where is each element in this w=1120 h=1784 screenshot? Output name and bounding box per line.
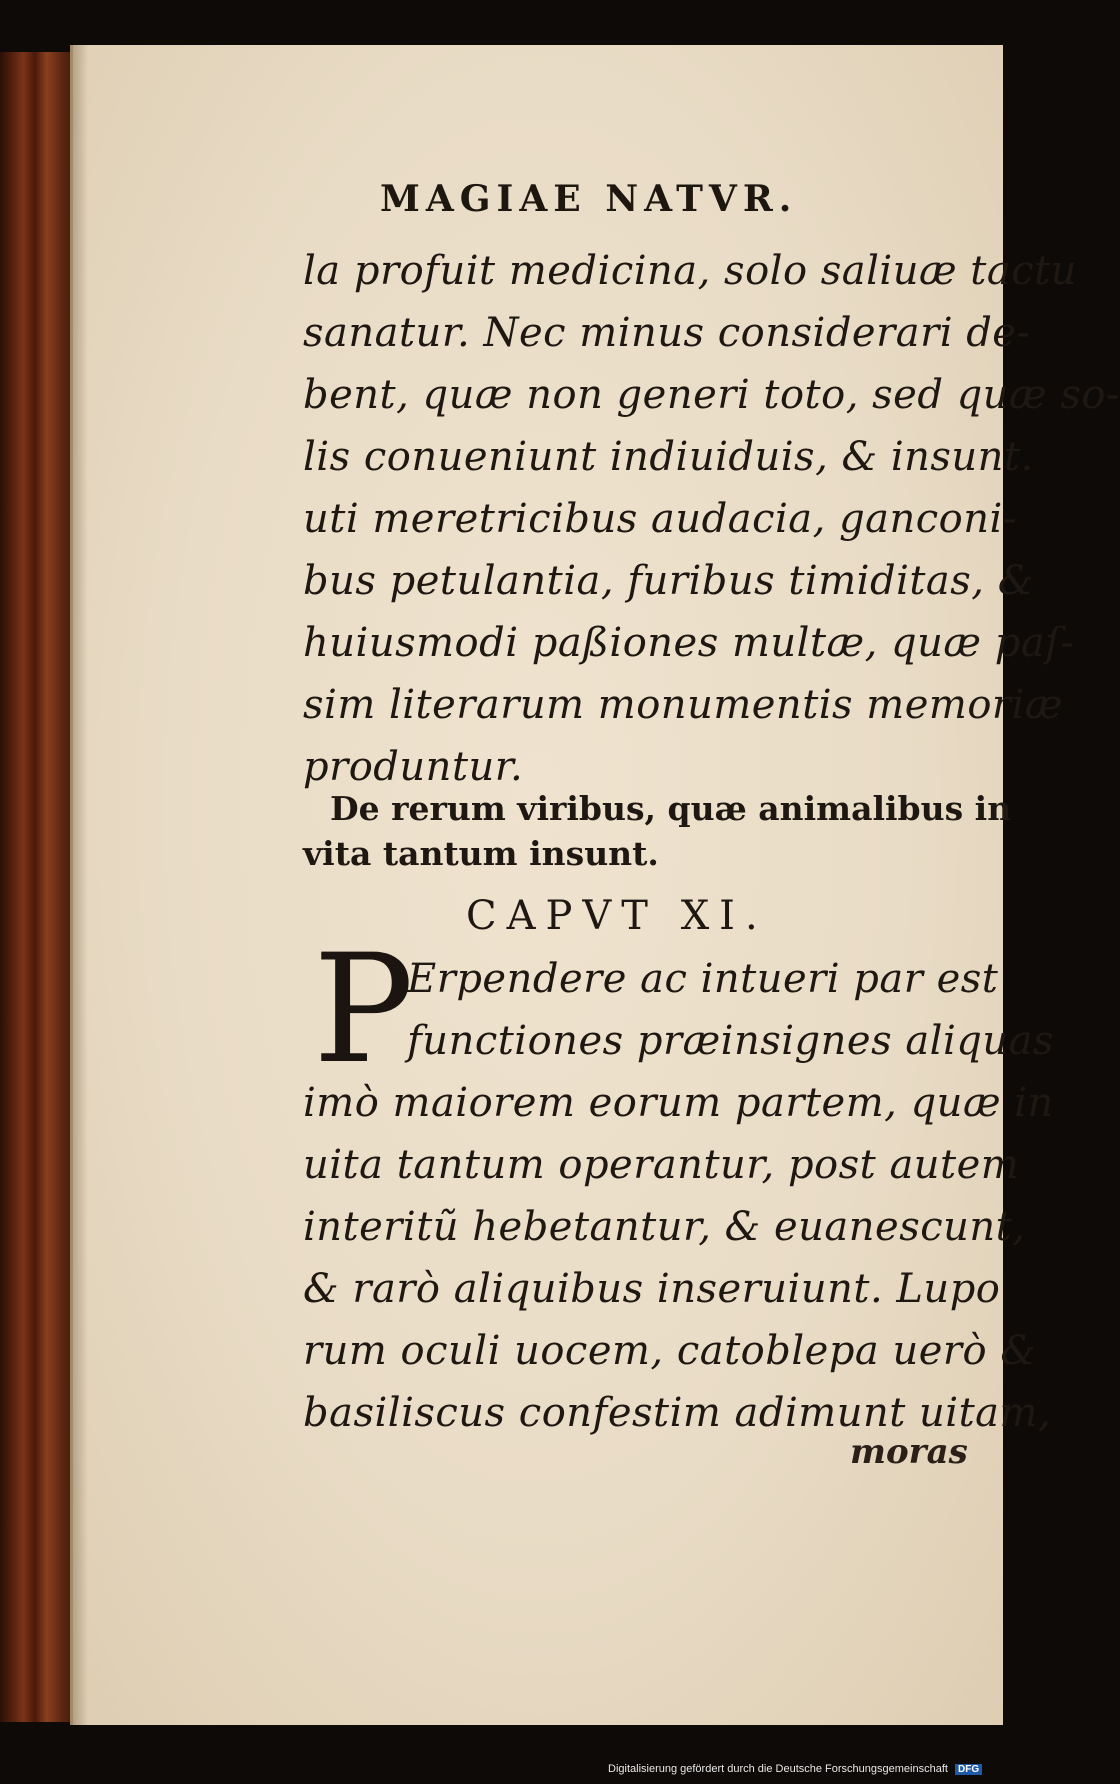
text-line: huiusmodi paßiones multæ, quæ paſ- <box>303 620 1075 666</box>
drop-cap: P <box>313 923 414 1097</box>
chapter-text <box>303 948 1055 1444</box>
text-line: sanatur. Nec minus considerari de- <box>303 310 1031 356</box>
text-line: bent, quæ non generi toto, sed quæ so- <box>303 372 1120 418</box>
text-line: bus petulantia, furibus timiditas, & <box>303 558 1034 604</box>
section-subheading <box>303 786 1012 876</box>
text-line: & rarò aliquibus inseruiunt. Lupo <box>303 1266 1001 1312</box>
text-line: produntur. <box>303 744 524 790</box>
text-line: la profuit medicina, solo saliuæ tactu <box>303 248 1077 294</box>
subheading-line: vita tantum insunt. <box>303 834 659 873</box>
gutter-shadow <box>70 45 88 1725</box>
text-line: sim literarum monumentis memoriæ <box>303 682 1063 728</box>
catchword: moras <box>850 1432 968 1472</box>
book-fore-edge <box>0 52 78 1722</box>
text-line: basiliscus confestim adimunt uitam, <box>303 1390 1052 1436</box>
text-line: uti meretricibus audacia, ganconi- <box>303 496 1017 542</box>
chapter-title: CAPVT XI. <box>466 893 768 939</box>
digitization-credit <box>608 1763 982 1775</box>
dfg-logo: DFG <box>955 1764 982 1775</box>
credit-text: Digitalisierung gefördert durch die Deutsche Forschungsgemeinschaft <box>608 1763 948 1775</box>
text-line: lis conueniunt indiuiduis, & insunt. <box>303 434 1034 480</box>
running-head: MAGIAE NATVR. <box>380 178 798 220</box>
text-line: uita tantum operantur, post autem <box>303 1142 1020 1188</box>
text-line: imò maiorem eorum partem, quæ in <box>303 1080 1054 1126</box>
subheading-line: De rerum viribus, quæ animalibus in <box>330 789 1012 828</box>
body-text <box>303 240 1120 798</box>
text-line: interitũ hebetantur, & euanescunt, <box>303 1204 1026 1250</box>
text-line: functiones præinsignes aliquas <box>407 1018 1055 1064</box>
text-line: Erpendere ac intueri par est <box>407 956 999 1002</box>
text-line: rum oculi uocem, catoblepa uerò & <box>303 1328 1037 1374</box>
